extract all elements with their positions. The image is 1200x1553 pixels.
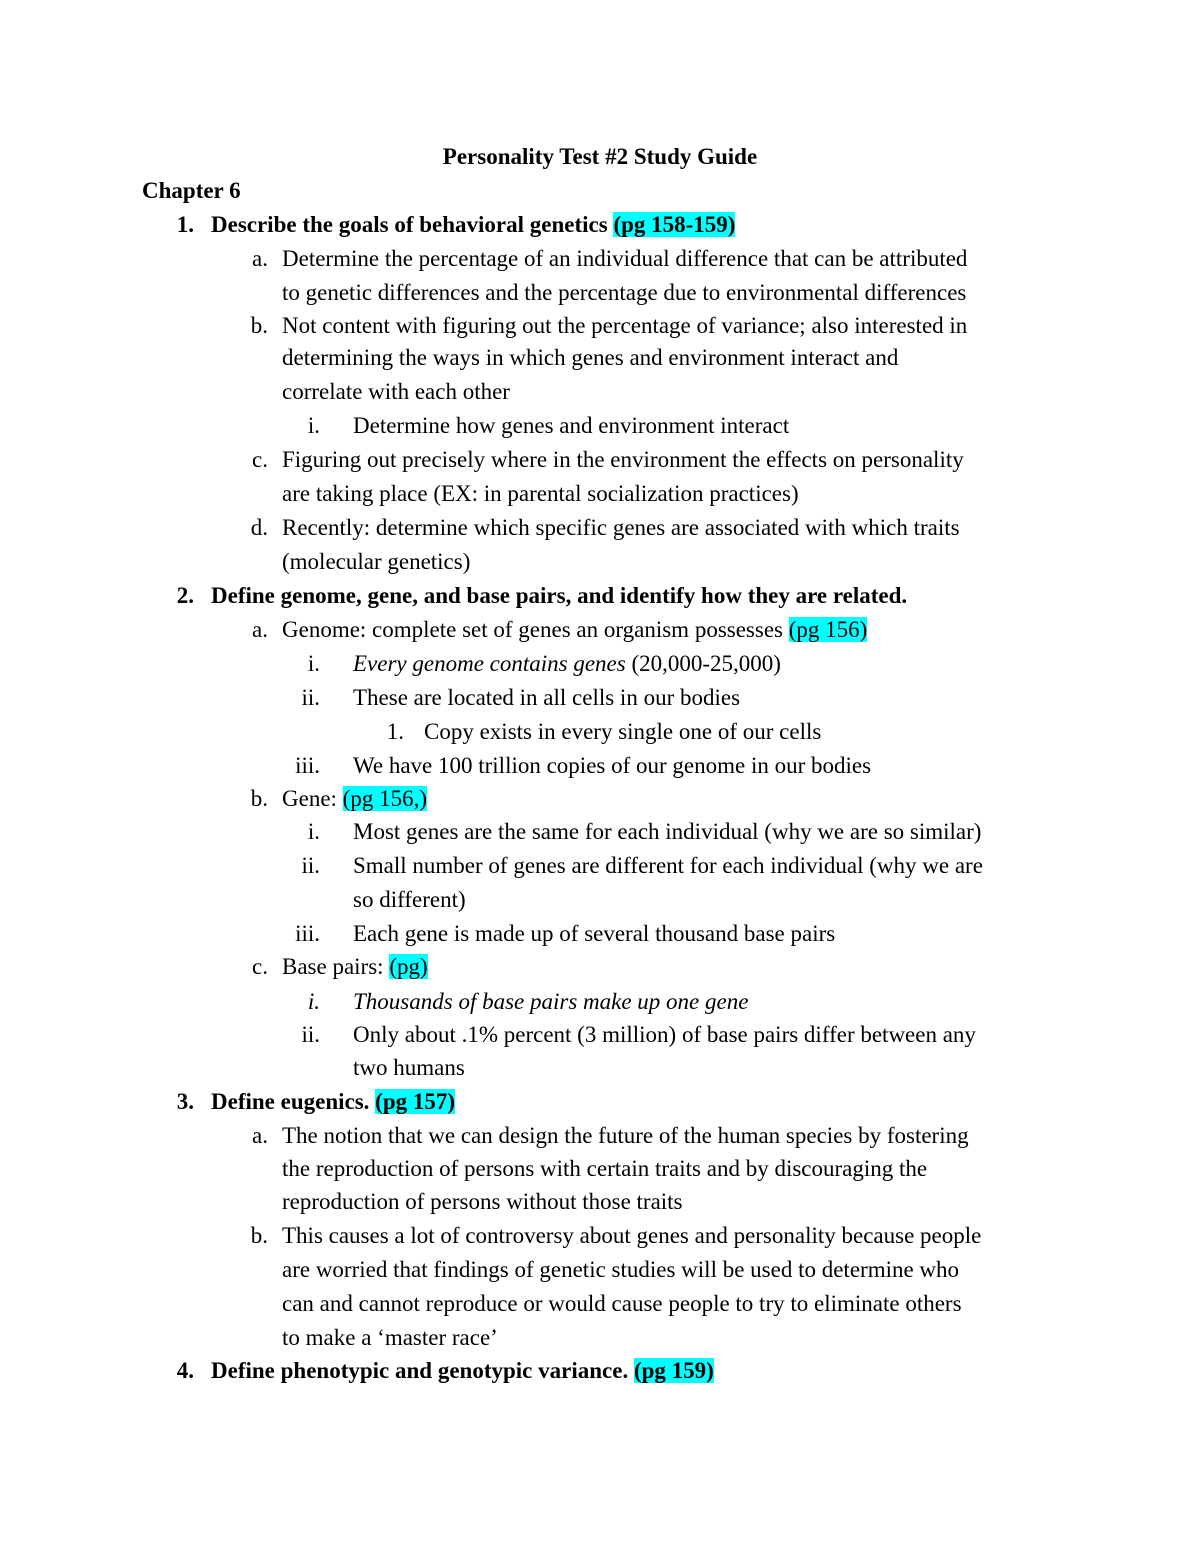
item-text-part: Genome: complete set of genes an organism possesses [282, 617, 783, 642]
item-marker: i. [307, 819, 320, 844]
question-1 [211, 208, 735, 242]
italic-text: Every genome contains genes [353, 651, 626, 676]
item-text: Copy exists in every single one of our cells [424, 719, 822, 744]
item-text-part: Base pairs: [282, 954, 384, 979]
item-text [282, 782, 427, 816]
item-text: The notion that we can design the future of the human species by fostering [282, 1123, 969, 1148]
item-marker: b. [250, 786, 268, 811]
item-text: We have 100 trillion copies of our genome in our bodies [353, 753, 872, 778]
item-text-part: Gene: [282, 786, 337, 811]
page-reference: (pg) [389, 954, 428, 979]
item-text: Figuring out precisely where in the environment the effects on personality [282, 447, 964, 472]
item-marker: i. [307, 989, 320, 1014]
item-text: so different) [353, 887, 466, 912]
item-text: Thousands of base pairs make up one gene [353, 989, 749, 1014]
item-text: Only about .1% percent (3 million) of base pairs differ between any [353, 1022, 976, 1047]
item-text: to make a ‘master race’ [282, 1325, 498, 1350]
item-marker: c. [252, 954, 268, 979]
question-text: Describe the goals of behavioral genetics [211, 212, 608, 237]
question-number: 3. [176, 1089, 194, 1114]
item-text: This causes a lot of controversy about genes and personality because people [282, 1223, 982, 1248]
item-marker: i. [307, 413, 320, 438]
item-marker: a. [252, 246, 268, 271]
item-text: These are located in all cells in our bodies [353, 685, 741, 710]
item-text: can and cannot reproduce or would cause people to try to eliminate others [282, 1291, 962, 1316]
page-reference: (pg 156,) [342, 786, 427, 811]
item-text: reproduction of persons without those traits [282, 1189, 683, 1214]
item-text: Small number of genes are different for each individual (why we are [353, 853, 983, 878]
item-text: Not content with figuring out the percentage of variance; also interested in [282, 313, 968, 338]
item-text: Most genes are the same for each individual (why we are so similar) [353, 819, 982, 844]
item-text [282, 950, 428, 984]
item-text: are worried that findings of genetic studies will be used to determine who [282, 1257, 960, 1282]
item-text [282, 613, 867, 647]
item-text: to genetic differences and the percentage due to environmental differences [282, 280, 967, 305]
question-number: 1. [176, 212, 194, 237]
item-marker: a. [252, 1123, 268, 1148]
question-number: 2. [176, 583, 194, 608]
item-marker: d. [250, 515, 268, 540]
question-text: Define eugenics. [211, 1089, 370, 1114]
item-marker: i. [307, 651, 320, 676]
item-marker: ii. [301, 853, 320, 878]
item-marker: a. [252, 617, 268, 642]
question-number: 4. [176, 1358, 194, 1383]
item-text: determining the ways in which genes and environment interact and [282, 345, 899, 370]
question-text: Define phenotypic and genotypic variance. [211, 1358, 629, 1383]
item-text: two humans [353, 1055, 465, 1080]
item-marker: b. [250, 1223, 268, 1248]
question-4 [211, 1354, 714, 1388]
item-text: correlate with each other [282, 379, 510, 404]
item-marker: c. [252, 447, 268, 472]
page-reference: (pg 159) [633, 1358, 714, 1383]
item-text: Each gene is made up of several thousand base pairs [353, 921, 836, 946]
item-text [353, 647, 781, 681]
page-reference: (pg 156) [788, 617, 868, 642]
item-text: (molecular genetics) [282, 549, 471, 574]
item-marker: iii. [295, 921, 320, 946]
page-reference: (pg 158-159) [613, 212, 736, 237]
item-text: Determine how genes and environment interact [353, 413, 790, 438]
item-marker: iii. [295, 753, 320, 778]
item-text: the reproduction of persons with certain traits and by discouraging the [282, 1156, 928, 1181]
chapter-heading: Chapter 6 [142, 178, 241, 203]
item-marker: ii. [301, 685, 320, 710]
item-text: Recently: determine which specific genes are associated with which traits [282, 515, 960, 540]
page-reference: (pg 157) [375, 1089, 456, 1114]
item-marker: b. [250, 313, 268, 338]
question-3 [211, 1085, 455, 1119]
document-title: Personality Test #2 Study Guide [442, 144, 758, 169]
question-2: Define genome, gene, and base pairs, and identify how they are related. [211, 583, 908, 608]
item-text-part: (20,000-25,000) [625, 651, 781, 676]
item-marker: 1. [386, 719, 404, 744]
item-text: Determine the percentage of an individual difference that can be attributed [282, 246, 968, 271]
item-marker: ii. [301, 1022, 320, 1047]
item-text: are taking place (EX: in parental socialization practices) [282, 481, 799, 506]
